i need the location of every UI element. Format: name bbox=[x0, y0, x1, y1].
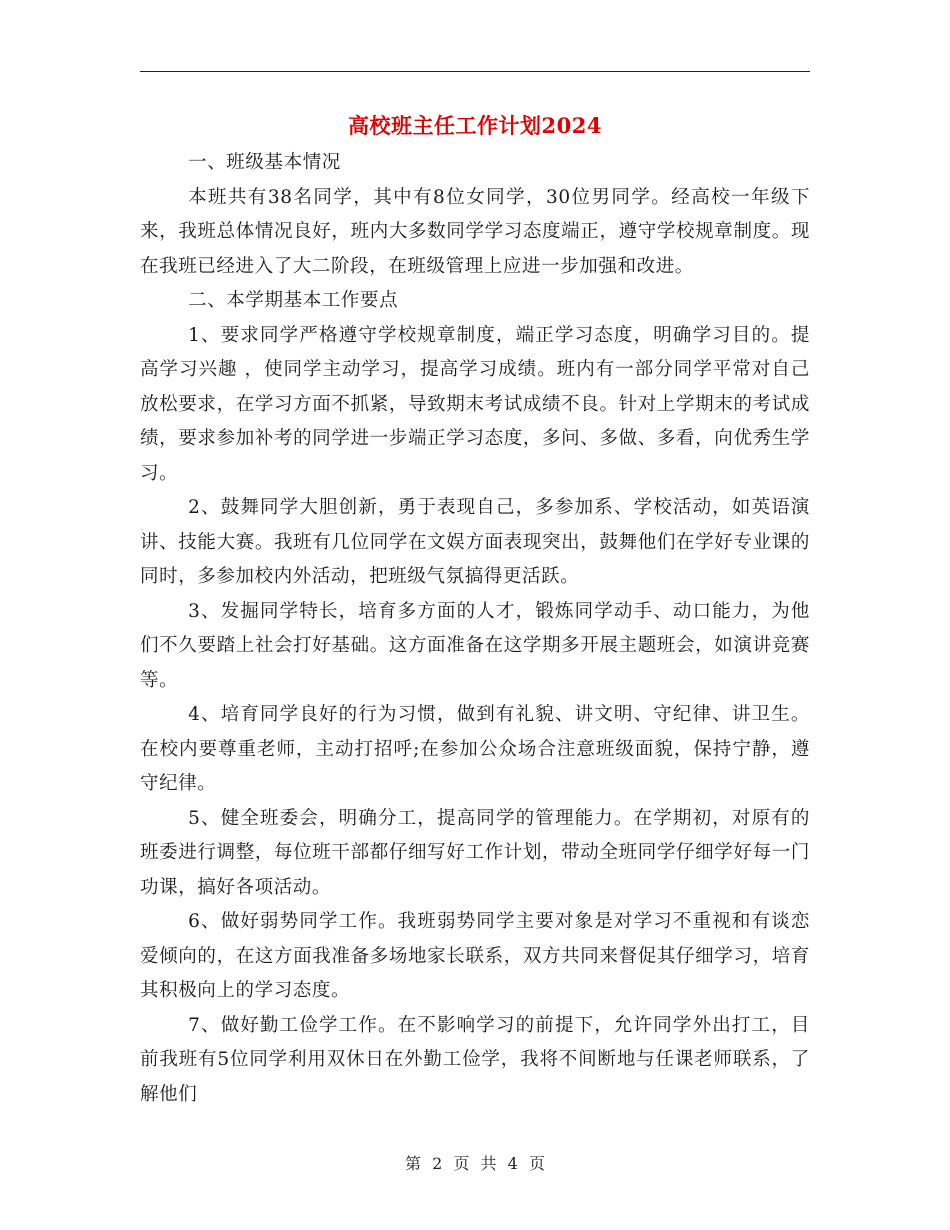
page-number-footer bbox=[0, 1151, 950, 1174]
paragraph-point-7: 7、做好勤工俭学工作。在不影响学习的前提下，允许同学外出打工，目前我班有5位同学利用双休日在外勤工俭学，我将不间断地与任课老师联系，了解他们 bbox=[140, 1014, 810, 1105]
section-heading-1: 一、班级基本情况 bbox=[188, 152, 341, 173]
paragraph-point-4: 4、培育同学良好的行为习惯，做到有礼貌、讲文明、守纪律、讲卫生。在校内要尊重老师，主动打招呼;在参加公众场合注意班级面貌，保持宁静，遵守纪律。 bbox=[140, 704, 810, 794]
document-title: 高校班主任工作计划2024 bbox=[348, 113, 602, 138]
paragraph-class-overview: 本班共有38名同学，其中有8位女同学，30位男同学。经高校一年级下来，我班总体情况良好，班内大多数同学学习态度端正，遵守学校规章制度。现在我班已经进入了大二阶段，在班级管理上应进一步加强和改进。 bbox=[140, 186, 810, 277]
footer-total-label: 共 bbox=[480, 1154, 497, 1173]
paragraph-point-3: 3、发掘同学特长，培育多方面的人才，锻炼同学动手、动口能力，为他们不久要踏上社会打好基础。这方面准备在这学期多开展主题班会，如演讲竞赛等。 bbox=[140, 600, 810, 691]
section-heading-2: 二、本学期基本工作要点 bbox=[188, 290, 399, 311]
footer-prefix: 第 bbox=[405, 1154, 422, 1173]
footer-current-page: 2 bbox=[432, 1154, 443, 1173]
paragraph-point-5: 5、健全班委会，明确分工，提高同学的管理能力。在学期初，对原有的班委进行调整，每位班干部都仔细写好工作计划，带动全班同学仔细学好每一门功课，搞好各项活动。 bbox=[140, 807, 810, 898]
header-rule bbox=[140, 71, 810, 72]
document-body bbox=[140, 146, 810, 1112]
paragraph-point-1: 1、要求同学严格遵守学校规章制度，端正学习态度，明确学习目的。提高学习兴趣 ，使同学主动学习，提高学习成绩。班内有一部分同学平常对自己放松要求，在学习方面不抓紧，导致期末考试成绩不良。针对上学期末的考试成绩，要求参加补考的同学进一步端正学习态度，多问、多做、多看，向优秀生学习。 bbox=[140, 324, 810, 484]
paragraph-point-6: 6、做好弱势同学工作。我班弱势同学主要对象是对学习不重视和有谈恋爱倾向的，在这方面我准备多场地家长联系，双方共同来督促其仔细学习，培育其积极向上的学习态度。 bbox=[140, 911, 810, 1001]
footer-page-label: 页 bbox=[453, 1154, 470, 1173]
footer-total-pages: 4 bbox=[507, 1154, 518, 1173]
paragraph-point-2: 2、鼓舞同学大胆创新，勇于表现自己，多参加系、学校活动，如英语演讲、技能大赛。我班有几位同学在文娱方面表现突出，鼓舞他们在学好专业课的同时，多参加校内外活动，把班级气氛搞得更活跃。 bbox=[140, 497, 810, 587]
footer-suffix: 页 bbox=[528, 1154, 545, 1173]
